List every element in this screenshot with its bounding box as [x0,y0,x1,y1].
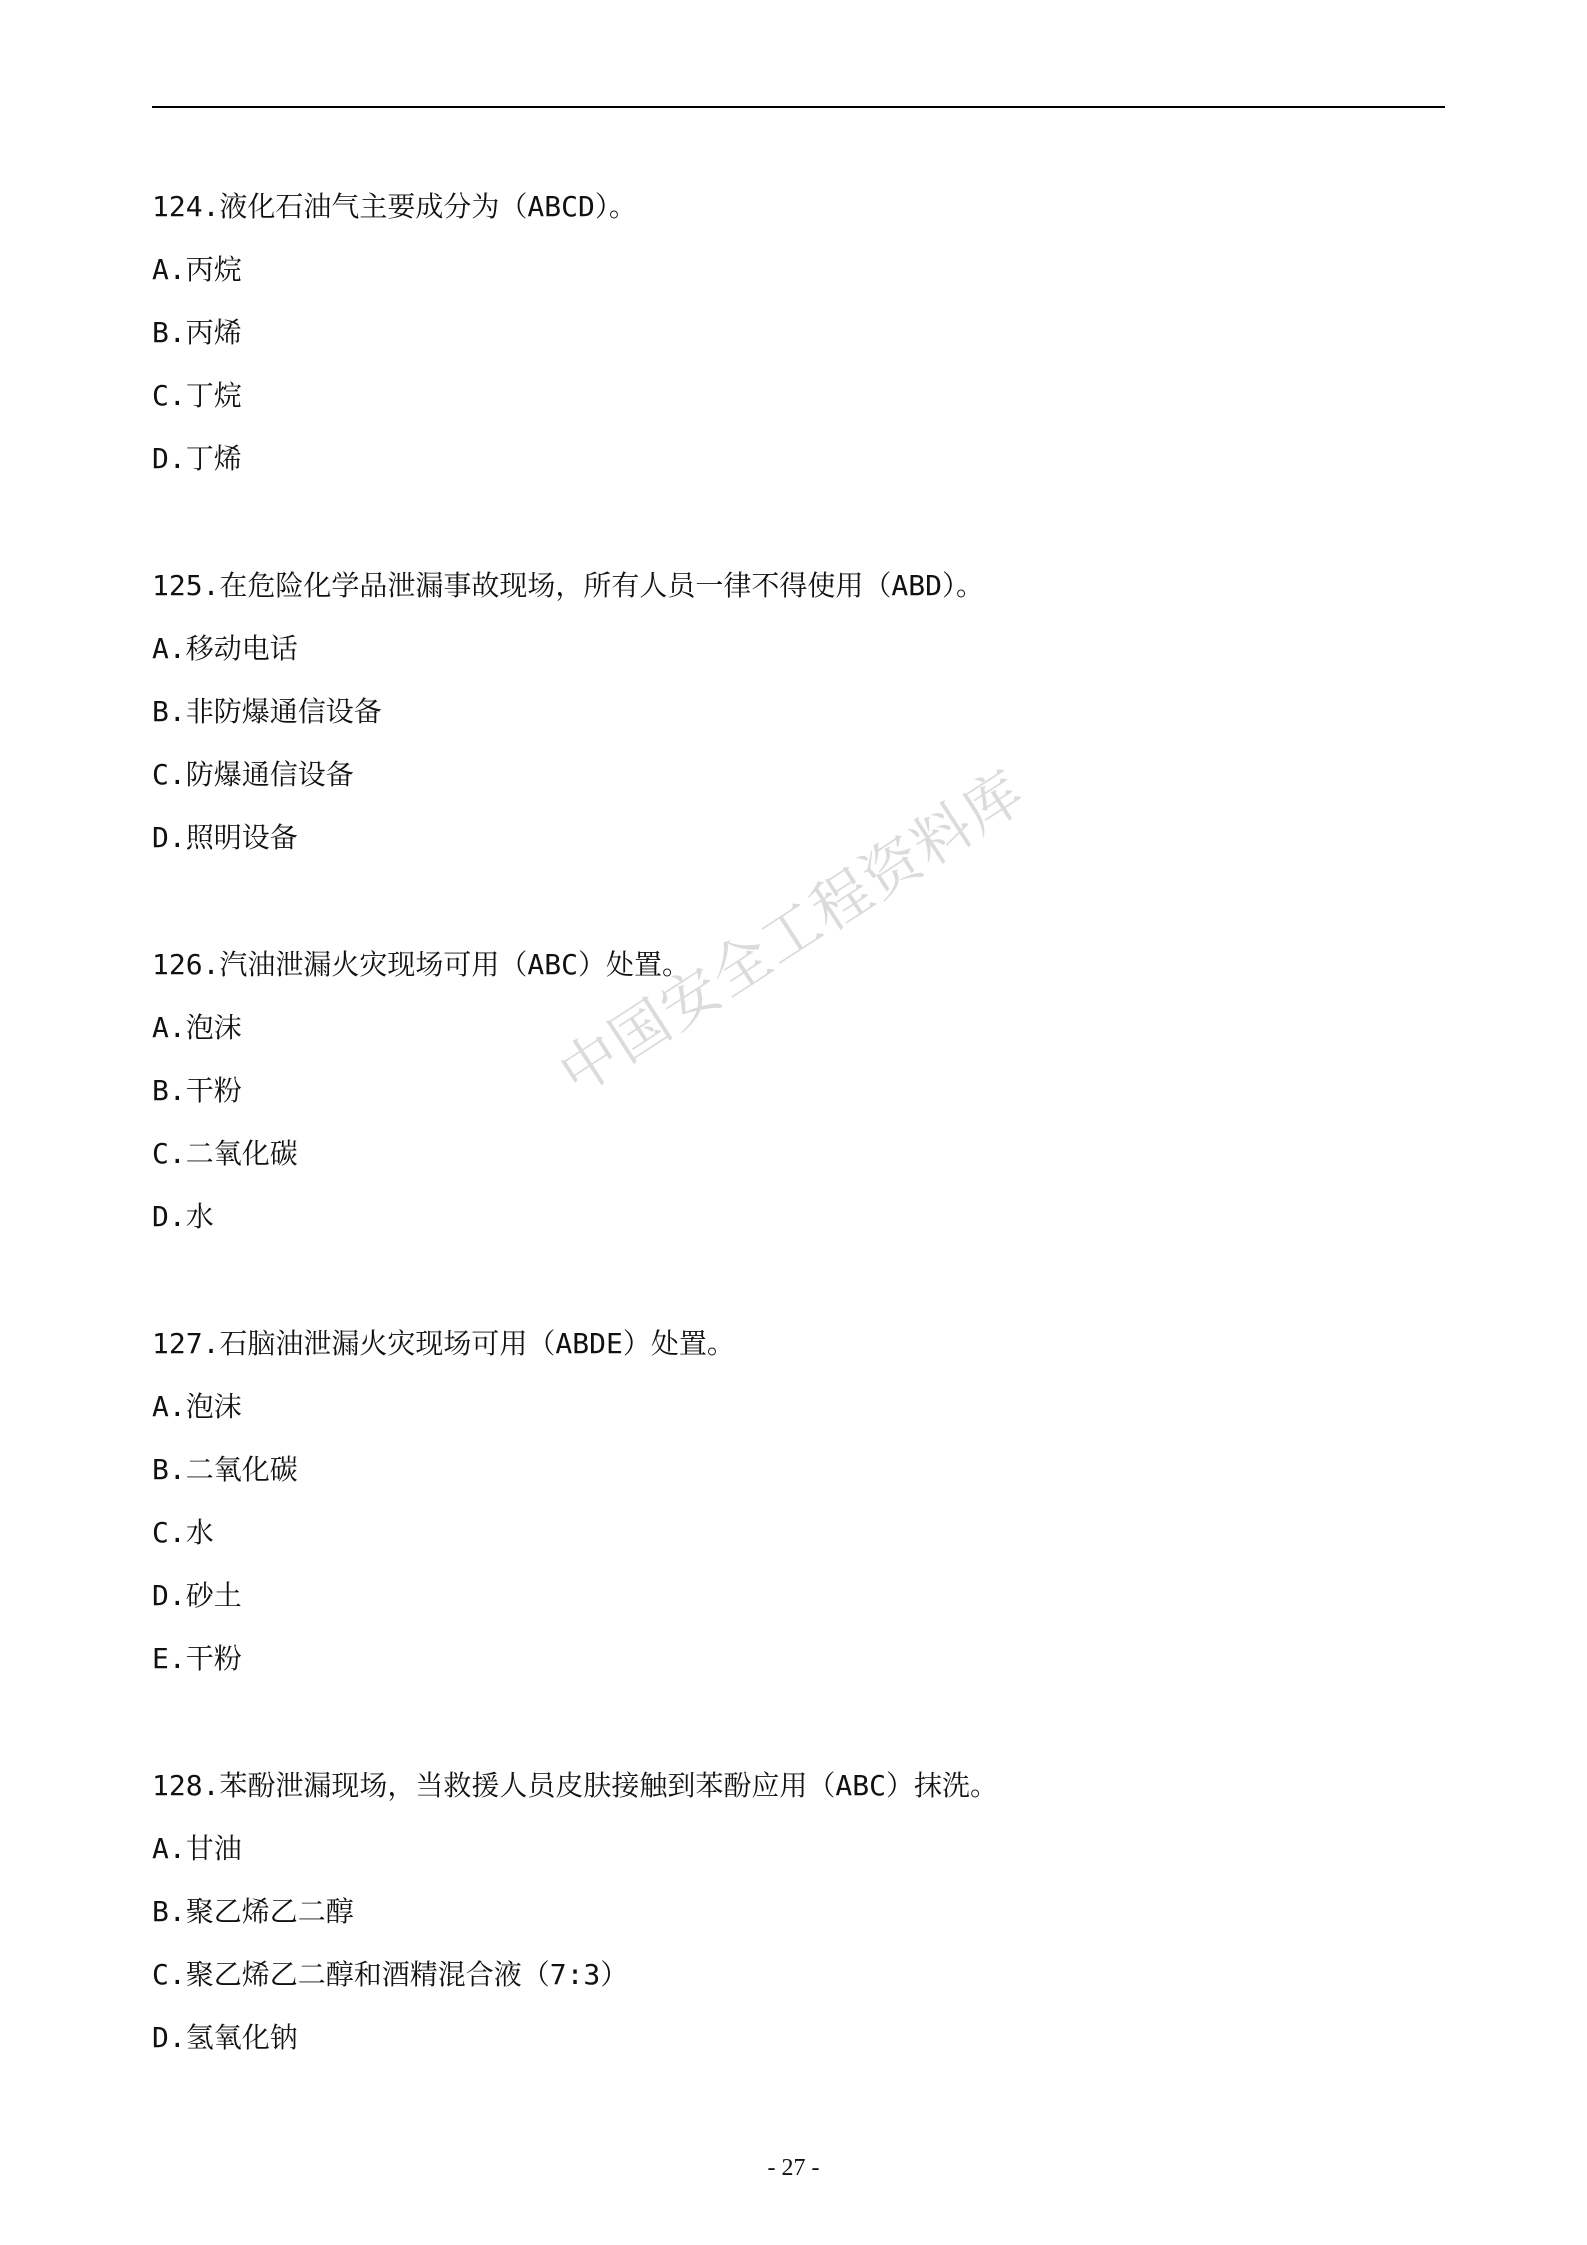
question-126 [152,950,1445,1265]
header-rule [152,106,1445,108]
option-c: C.防爆通信设备 [152,758,354,791]
option-c: C.丁烷 [152,379,242,412]
option-d: D.丁烯 [152,442,242,475]
watermark: 中国安全工程资料库 [547,756,1038,1108]
page-number: - 27 - [767,2155,820,2181]
option-b: B.非防爆通信设备 [152,695,382,728]
option-d: D.照明设备 [152,821,298,854]
question-text: 126.汽油泄漏火灾现场可用（ABC）处置。 [152,948,691,981]
option-a: A.移动电话 [152,632,298,665]
option-c: C.二氧化碳 [152,1137,298,1170]
question-text: 125.在危险化学品泄漏事故现场，所有人员一律不得使用（ABD）。 [152,569,985,602]
question-text: 127.石脑油泄漏火灾现场可用（ABDE）处置。 [152,1327,735,1360]
option-e: E.干粉 [152,1642,242,1675]
option-b: B.丙烯 [152,316,242,349]
option-a: A.泡沫 [152,1390,242,1423]
question-text: 128.苯酚泄漏现场，当救援人员皮肤接触到苯酚应用（ABC）抹洗。 [152,1769,999,1802]
option-d: D.砂土 [152,1579,242,1612]
option-c: C.水 [152,1516,214,1549]
option-a: A.丙烷 [152,253,242,286]
option-c: C.聚乙烯乙二醇和酒精混合液（7:3） [152,1958,629,1991]
question-list [152,192,1445,2150]
option-d: D.氢氧化钠 [152,2021,298,2054]
question-124 [152,192,1445,507]
question-128 [152,1771,1445,2086]
option-b: B.干粉 [152,1074,242,1107]
question-text: 124.液化石油气主要成分为（ABCD）。 [152,190,637,223]
option-a: A.甘油 [152,1832,242,1865]
option-a: A.泡沫 [152,1011,242,1044]
option-b: B.聚乙烯乙二醇 [152,1895,354,1928]
option-b: B.二氧化碳 [152,1453,298,1486]
question-125 [152,571,1445,886]
question-127 [152,1329,1445,1707]
option-d: D.水 [152,1200,214,1233]
